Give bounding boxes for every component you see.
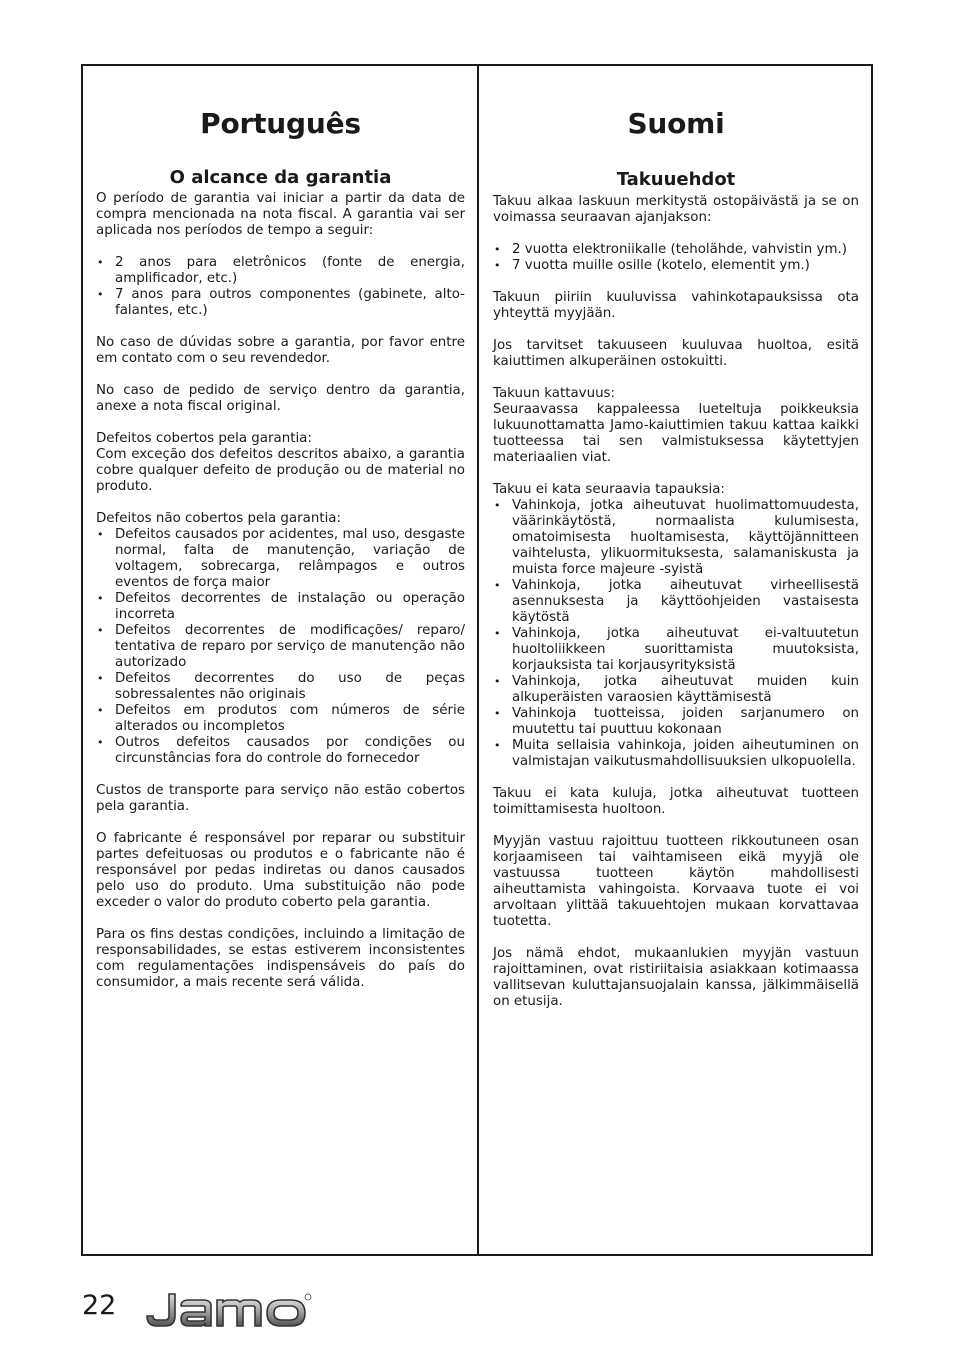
warranty-period-paragraph: Takuu alkaa laskuun merkitystä ostopäivästä ja se on voimassa seuraavan ajanjakson: — [493, 194, 859, 225]
contact-paragraph: No caso de dúvidas sobre a garantia, por favor entre em contato com o seu revendedor. — [96, 335, 465, 366]
list-item: • 7 anos para outros componentes (gabinete, alto-falantes, etc.) — [96, 287, 465, 319]
liability-paragraph: Myyjän vastuu rajoittuu tuotteen rikkoutuneen osan korjaamiseen tai vaihtamiseen eikä myyjä ole vastuussa tuotteen käytön mahdollisesti aiheuttamista vahingoista. Korvaava tuote ei voi arvoltaan ylittää takuuehtojen mukaan korvattavaa tuotetta. — [493, 834, 859, 929]
covered-defects-heading: Defeitos cobertos pela garantia: — [96, 431, 312, 446]
covered-defects-paragraph: Com exceção dos defeitos descritos abaixo, a garantia cobre qualquer defeito de produção ou de material no produto. — [96, 447, 465, 494]
list-item: • Vahinkoja, jotka aiheutuvat ei-valtuutetun huoltoliikkeen suorittamista muutoksista, korjauksista tai korjausyrityksistä — [493, 626, 859, 674]
list-item: • Defeitos em produtos com números de série alterados ou incompletos — [96, 703, 465, 735]
legal-paragraph: Jos nämä ehdot, mukaanlukien myyjän vastuun rajoittaminen, ovat ristiriitaisia asiakkaan kotimaassa vallitsevan kuluttajansuojalain kanssa, jälkimmäisellä on etusija. — [493, 946, 859, 1009]
service-paragraph: No caso de pedido de serviço dentro da garantia, anexe a nota fiscal original. — [96, 383, 465, 414]
column-portuguese — [83, 66, 477, 1254]
column-finnish — [477, 66, 871, 1254]
warranty-period-list — [493, 242, 859, 274]
page-frame — [81, 64, 873, 1256]
section-title: O alcance da garantia — [169, 167, 392, 188]
list-item: • Outros defeitos causados por condições ou circunstâncias fora do controle do fornecedor — [96, 735, 465, 767]
service-paragraph: Jos tarvitset takuuseen kuuluvaa huoltoa, esitä kaiuttimen alkuperäinen ostokuitti. — [493, 338, 859, 369]
list-item: • Defeitos decorrentes de modificações/ reparo/ tentativa de reparo por serviço de manutenção não autorizado — [96, 623, 465, 671]
manufacturer-paragraph: O fabricante é responsável por reparar ou substituir partes defeituosas ou produtos e o fabricante não é responsável por pedas indiretas ou danos causados pelo uso do produto. Uma substituição não pode exceder o valor do produto coberto pela garantia. — [96, 831, 465, 910]
list-item: • Vahinkoja, jotka aiheutuvat muiden kuin alkuperäisten varaosien käyttämisestä — [493, 674, 859, 706]
warranty-period-paragraph: O período de garantia vai iniciar a partir da data de compra mencionada na nota fiscal. A garantia vai ser aplicada nos períodos de tempo a seguir: — [96, 191, 465, 238]
language-title: Suomi — [627, 107, 725, 140]
legal-paragraph: Para os fins destas condições, incluindo a limitação de responsabilidades, se estas estiverem inconsistentes com regulamentações indispensáveis do país do consumidor, a mais recente será válida. — [96, 927, 465, 990]
not-covered-heading: Takuu ei kata seuraavia tapauksia: — [493, 482, 725, 497]
list-item: • Defeitos decorrentes de instalação ou operação incorreta — [96, 591, 465, 623]
transport-costs-paragraph: Custos de transporte para serviço não estão cobertos pela garantia. — [96, 783, 465, 814]
section-title: Takuuehdot — [616, 169, 736, 190]
list-item: • Vahinkoja, jotka aiheutuvat virheellisestä asennuksesta ja käyttöohjeiden vastaisesta käytöstä — [493, 578, 859, 626]
covered-defects-heading: Takuun kattavuus: — [493, 386, 616, 401]
covered-defects-paragraph: Seuraavassa kappaleessa lueteltuja poikkeuksia lukuunottamatta Jamo-kaiuttimien takuu kattaa kaikki tuotteessa tai sen valmistuksessa käytettyjen materiaalien viat. — [493, 402, 859, 465]
warranty-period-list — [96, 255, 465, 319]
list-item: • 2 anos para eletrônicos (fonte de energia, amplificador, etc.) — [96, 255, 465, 287]
list-item: • Vahinkoja, jotka aiheutuvat huolimattomuudesta, väärinkäytöstä, normaalista kulumisesta, omatoimisesta huoltamisesta, käyttöjännitteen vaihtelusta, ylikuormituksesta, salamaniskusta ja muista force majeure -syistä — [493, 498, 859, 578]
list-item: • Muita sellaisia vahinkoja, joiden aiheutuminen on valmistajan vaikutusmahdollisuuksien ulkopuolella. — [493, 738, 859, 770]
page-number: 22 — [82, 1290, 117, 1321]
list-item: • Vahinkoja tuotteissa, joiden sarjanumero on muutettu tai puuttuu kokonaan — [493, 706, 859, 738]
not-covered-list — [493, 498, 859, 770]
contact-paragraph: Takuun piiriin kuuluvissa vahinkotapauksissa ota yhteyttä myyjään. — [493, 290, 859, 321]
not-covered-list — [96, 527, 465, 767]
not-covered-heading: Defeitos não cobertos pela garantia: — [96, 511, 342, 526]
list-item: • 2 vuotta elektroniikalle (teholähde, vahvistin ym.) — [493, 242, 859, 258]
list-item: • Defeitos decorrentes do uso de peças sobressalentes não originais — [96, 671, 465, 703]
list-item: • 7 vuotta muille osille (kotelo, elementit ym.) — [493, 258, 859, 274]
list-item: • Defeitos causados por acidentes, mal uso, desgaste normal, falta de manutenção, variação de voltagem, sobrecarga, relâmpagos e outros eventos de força maior — [96, 527, 465, 591]
jamo-logo-icon — [143, 1286, 313, 1330]
transport-costs-paragraph: Takuu ei kata kuluja, jotka aiheutuvat tuotteen toimittamisesta huoltoon. — [493, 786, 859, 817]
language-title: Português — [200, 107, 361, 140]
